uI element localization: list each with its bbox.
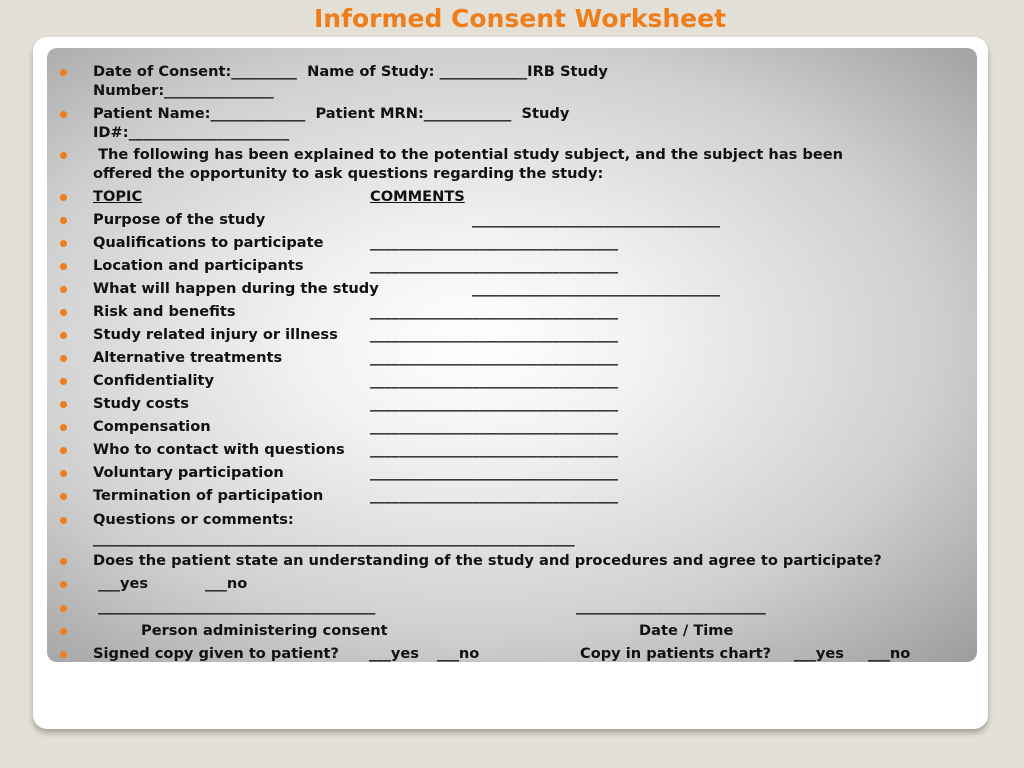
understanding-yes[interactable]: ___yes [93,575,149,592]
signed-copy-yes[interactable]: ___yes [369,645,419,662]
bullet-icon [60,355,67,362]
comment-blank[interactable]: __________________________________ [370,487,619,504]
bullet-icon [60,424,67,431]
header-fields-line1-cont: Number:_______________ [93,82,274,99]
comment-blank[interactable]: __________________________________ [370,303,619,320]
bullet-icon [60,332,67,339]
comment-blank[interactable]: __________________________________ [370,234,619,251]
topic-label: Confidentiality [93,372,214,389]
bullet-icon [60,517,67,524]
comment-blank[interactable]: __________________________________ [472,280,721,297]
topic-label: Study costs [93,395,189,412]
signature-blank[interactable]: ______________________________________ [93,598,376,615]
comment-blank[interactable]: __________________________________ [370,372,619,389]
topic-label: Alternative treatments [93,349,283,366]
comment-blank[interactable]: __________________________________ [370,349,619,366]
questions-blank[interactable]: __________________________________________________________________ [93,530,575,547]
bullet-icon [60,263,67,270]
bullet-icon [60,152,67,159]
comment-blank[interactable]: __________________________________ [370,418,619,435]
chart-copy-no[interactable]: ___no [868,645,911,662]
page-title: Informed Consent Worksheet [313,4,727,33]
bullet-icon [60,217,67,224]
comment-blank[interactable]: __________________________________ [472,211,721,228]
bullet-icon [60,378,67,385]
comment-blank[interactable]: __________________________________ [370,395,619,412]
bullet-icon [60,581,67,588]
header-fields-line1: Date of Consent:_________ Name of Study: ____________IRB Study [93,63,608,80]
bullet-icon [60,194,67,201]
comments-column-header: COMMENTS [370,188,465,205]
chart-copy-label: Copy in patients chart? [580,645,772,662]
signed-copy-no[interactable]: ___no [437,645,480,662]
questions-label: Questions or comments: [93,511,294,528]
header-fields-line2-cont: ID#:______________________ [93,124,290,141]
topic-label: Qualifications to participate [93,234,324,251]
topic-label: Location and participants [93,257,304,274]
topic-column-header: TOPIC [93,188,143,205]
topic-label: Study related injury or illness [93,326,338,343]
bullet-icon [60,401,67,408]
topic-label: Voluntary participation [93,464,284,481]
bullet-icon [60,628,67,635]
comment-blank[interactable]: __________________________________ [370,326,619,343]
date-time-label: Date / Time [639,622,734,639]
bullet-icon [60,69,67,76]
statement-line1: The following has been explained to the potential study subject, and the subject has been [93,146,844,163]
bullet-icon [60,558,67,565]
topic-label: What will happen during the study [93,280,379,297]
topic-label: Termination of participation [93,487,324,504]
comment-blank[interactable]: __________________________________ [370,441,619,458]
bullet-icon [60,240,67,247]
topic-label: Risk and benefits [93,303,236,320]
bullet-icon [60,111,67,118]
bullet-icon [60,309,67,316]
comment-blank[interactable]: __________________________________ [370,464,619,481]
understanding-question: Does the patient state an understanding of the study and procedures and agree to participate? [93,552,882,569]
bullet-icon [60,286,67,293]
topic-label: Who to contact with questions [93,441,345,458]
topic-label: Purpose of the study [93,211,266,228]
chart-copy-yes[interactable]: ___yes [794,645,844,662]
bullet-icon [60,493,67,500]
bullet-icon [60,651,67,658]
header-fields-line2: Patient Name:_____________ Patient MRN:____________ Study [93,105,570,122]
topic-label: Compensation [93,418,211,435]
comment-blank[interactable]: __________________________________ [370,257,619,274]
bullet-icon [60,470,67,477]
statement-line2: offered the opportunity to ask questions regarding the study: [93,165,604,182]
understanding-no[interactable]: ___no [205,575,248,592]
signature-label: Person administering consent [141,622,388,639]
bullet-icon [60,605,67,612]
signed-copy-label: Signed copy given to patient? [93,645,339,662]
bullet-icon [60,447,67,454]
date-time-blank[interactable]: __________________________ [576,598,766,615]
